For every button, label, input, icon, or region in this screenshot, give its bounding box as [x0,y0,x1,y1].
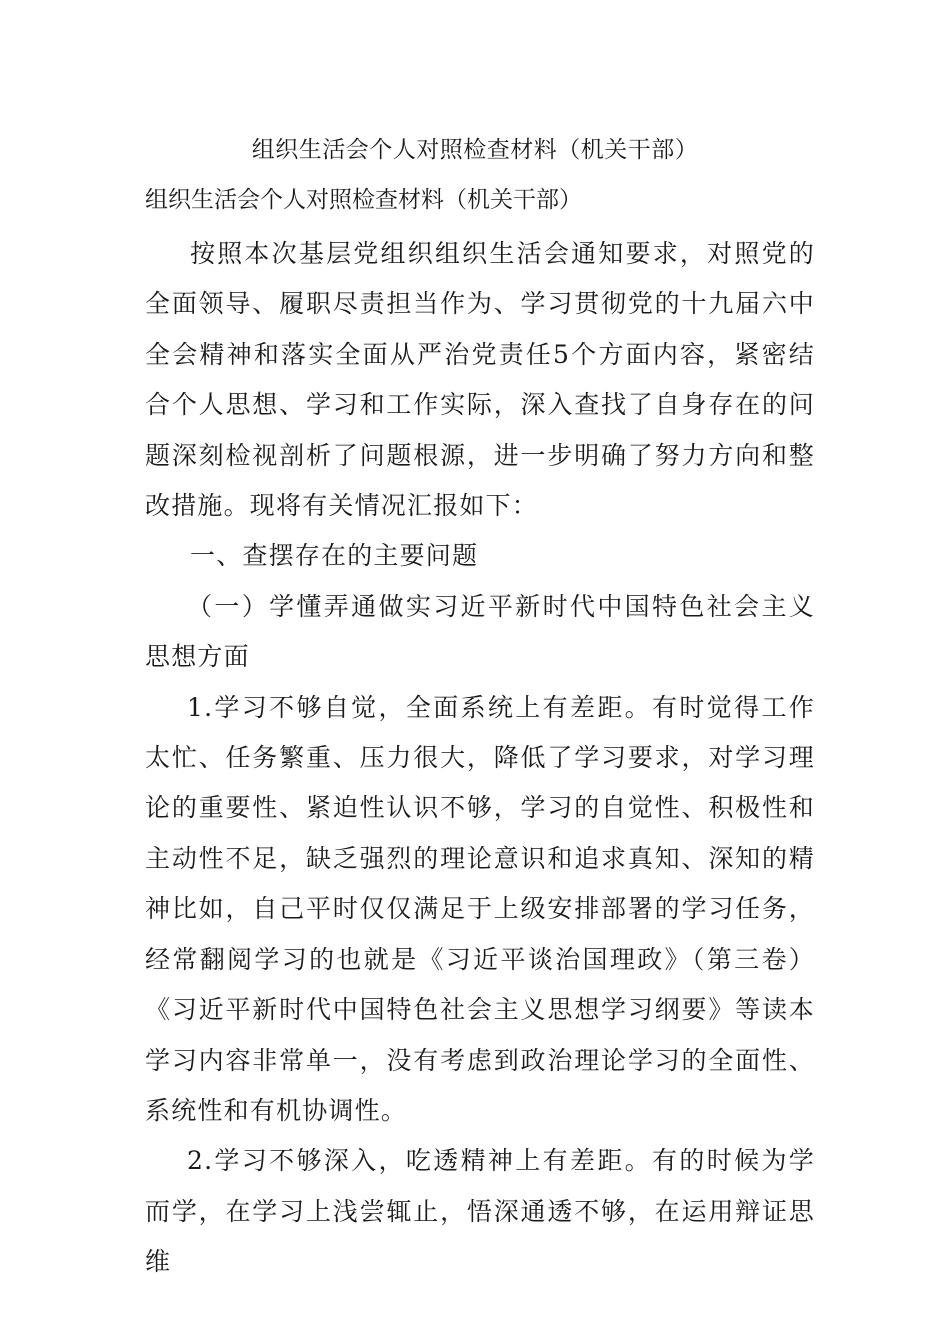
section-heading: 一、查摆存在的主要问题 [190,541,479,571]
document-subtitle: 组织生活会个人对照检查材料（机关干部） [145,187,582,213]
document-title: 组织生活会个人对照检查材料（机关干部） [251,137,699,163]
subsection-heading: （一）学懂弄通做实习近平新时代中国特色社会主义思想方面 [145,591,815,672]
numbered-paragraph-1: 1.学习不够自觉，全面系统上有差距。有时觉得工作太忙、任务繁重、压力很大，降低了学习要求，对学习理论的重要性、紧迫性认识不够，学习的自觉性、积极性和主动性不足，缺乏强烈的理论意识和追求真知、深知的精神比如，自己平时仅仅满足于上级安排部署的学习任务，经常翻阅学习的也就是《习近平谈治国理政》（第三卷）《习近平新时代中国特色社会主义思想学习纲要》等读本学习内容非常单一，没有考虑到政治理论学习的全面性、系统性和有机协调性。 [145,692,815,1125]
intro-paragraph: 按照本次基层党组织组织生活会通知要求，对照党的全面领导、履职尽责担当作为、学习贯彻党的十九届六中全会精神和落实全面从严治党责任5个方面内容，紧密结合个人思想、学习和工作实际，深入查找了自身存在的问题深刻检视剖析了问题根源，进一步明确了努力方向和整改措施。现将有关情况汇报如下： [145,239,815,521]
numbered-paragraph-2: 2.学习不够深入，吃透精神上有差距。有的时候为学而学，在学习上浅尝辄止，悟深通透不够，在运用辩证思维 [145,1146,815,1277]
document-body [145,229,815,1288]
